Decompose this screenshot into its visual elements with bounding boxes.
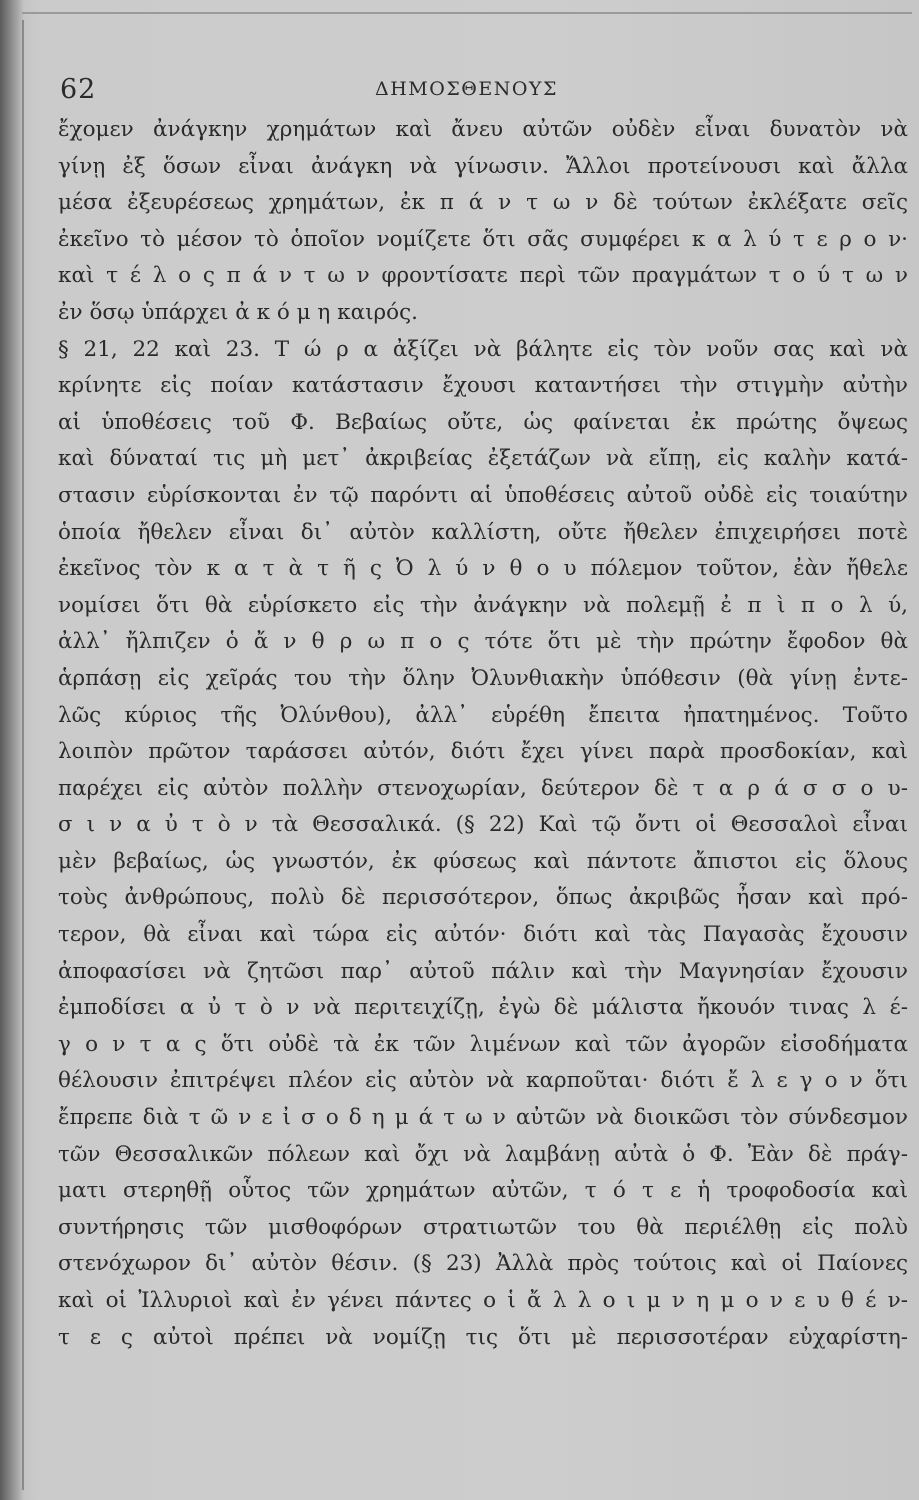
text-line: καὶ δύναταί τις μὴ μετ᾽ ἀκριβείας ἐξετάζων νὰ εἴπῃ, εἰς καλὴν κατά- xyxy=(58,446,908,472)
binding-shadow xyxy=(0,0,24,1500)
page-fold-line xyxy=(22,20,24,1490)
page-number: 62 xyxy=(60,74,97,105)
body-text xyxy=(58,112,908,1356)
text-line: ἀποφασίσει νὰ ζητῶσι παρ᾽ αὐτοῦ πάλιν καὶ τὴν Μαγνησίαν ἔχουσιν xyxy=(58,958,908,984)
text-line: καὶ οἱ Ἰλλυριοὶ καὶ ἐν γένει πάντες ο ἱ ἄ λ λ ο ι μ ν η μ ο ν ε υ θ έ ν- xyxy=(58,1288,908,1313)
text-line: τερον, θὰ εἶναι καὶ τώρα εἰς αὐτόν· διότι καὶ τὰς Παγασὰς ἔχουσιν xyxy=(58,922,908,948)
text-line: μέσα ἐξευρέσεως χρημάτων, ἐκ π ά ν τ ω ν δὲ τούτων ἐκλέξατε σεῖς xyxy=(58,190,908,216)
text-line: ματι στερηθῇ οὗτος τῶν χρημάτων αὐτῶν, τ ό τ ε ἡ τροφοδοσία καὶ xyxy=(58,1178,908,1204)
text-line: ὁποία ἤθελεν εἶναι δι᾽ αὐτὸν καλλίστη, οὔτε ἤθελεν ἐπιχειρήσει ποτὲ xyxy=(58,519,908,545)
text-line: στασιν εὑρίσκονται ἐν τῷ παρόντι αἱ ὑποθέσεις αὐτοῦ οὐδὲ εἰς τοιαύτην xyxy=(58,482,908,508)
text-line: τ ε ς αὐτοὶ πρέπει νὰ νομίζῃ τις ὅτι μὲ περισσοτέραν εὐχαρίστη- xyxy=(58,1324,908,1350)
text-line: καὶ τ έ λ ο ς π ά ν τ ω ν φροντίσατε περὶ τῶν πραγμάτων τ ο ύ τ ω ν xyxy=(58,263,908,289)
text-line: γίνῃ ἐξ ὅσων εἶναι ἀνάγκη νὰ γίνωσιν. Ἄλλοι προτείνουσι καὶ ἄλλα xyxy=(58,153,908,179)
text-line: αἱ ὑποθέσεις τοῦ Φ. Βεβαίως οὔτε, ὡς φαίνεται ἐκ πρώτης ὄψεως xyxy=(58,409,908,435)
text-line: γ ο ν τ α ς ὅτι οὐδὲ τὰ ἐκ τῶν λιμένων καὶ τῶν ἀγορῶν εἰσοδήματα xyxy=(58,1031,908,1057)
page-header xyxy=(0,68,919,108)
text-line: λῶς κύριος τῆς Ὀλύνθου), ἀλλ᾽ εὑρέθη ἔπειτα ἠπατημένος. Τοῦτο xyxy=(58,702,908,728)
text-line: ἀλλ᾽ ἤλπιζεν ὁ ἄ ν θ ρ ω π ο ς τότε ὅτι μὲ τὴν πρώτην ἔφοδον θὰ xyxy=(58,629,908,655)
text-line: στενόχωρον δι᾽ αὐτὸν θέσιν. (§ 23) Ἀλλὰ πρὸς τούτοις καὶ οἱ Παίονες xyxy=(58,1251,908,1277)
text-line: ἐμποδίσει α ὐ τ ὸ ν νὰ περιτειχίζῃ, ἐγὼ δὲ μάλιστα ἤκουόν τινας λ έ- xyxy=(58,995,908,1021)
text-line: ἔχομεν ἀνάγκην χρημάτων καὶ ἄνευ αὐτῶν οὐδὲν εἶναι δυνατὸν νὰ xyxy=(58,117,908,142)
text-line: ἐκεῖνος τὸν κ α τ ὰ τ ῆ ς Ὀ λ ύ ν θ ο υ πόλεμον τοῦτον, ἐὰν ἤθελε xyxy=(58,556,908,582)
text-line: τῶν Θεσσαλικῶν πόλεων καὶ ὄχι νὰ λαμβάνῃ αὐτὰ ὁ Φ. Ἐὰν δὲ πράγ- xyxy=(58,1141,908,1167)
text-line: συντήρησις τῶν μισθοφόρων στρατιωτῶν του θὰ περιέλθῃ εἰς πολὺ xyxy=(58,1214,908,1240)
text-line: τοὺς ἀνθρώπους, πολὺ δὲ περισσότερον, ὅπως ἀκριβῶς ἦσαν καὶ πρό- xyxy=(58,885,908,911)
text-line: κρίνητε εἰς ποίαν κατάστασιν ἔχουσι καταντήσει τὴν στιγμὴν αὐτὴν xyxy=(58,373,908,399)
text-line: παρέχει εἰς αὐτὸν πολλὴν στενοχωρίαν, δεύτερον δὲ τ α ρ ά σ σ ο υ- xyxy=(58,775,908,801)
running-head: ΔΗΜΟΣΘΕΝΟΥΣ xyxy=(375,78,558,100)
text-line: θέλουσιν ἐπιτρέψει πλέον εἰς αὐτὸν νὰ καρποῦται· διότι ἔ λ ε γ ο ν ὅτι xyxy=(58,1068,908,1094)
text-line: λοιπὸν πρῶτον ταράσσει αὐτόν, διότι ἔχει γίνει παρὰ προσδοκίαν, καὶ xyxy=(58,739,908,765)
text-line: ἐν ὅσῳ ὑπάρχει ἀ κ ό μ η καιρός. xyxy=(58,299,418,325)
text-line: ἁρπάσῃ εἰς χεῖράς του τὴν ὅλην Ὀλυνθιακὴν ὑπόθεσιν (θὰ γίνῃ ἐντε- xyxy=(58,665,908,691)
text-line: μὲν βεβαίως, ὡς γνωστόν, ἐκ φύσεως καὶ πάντοτε ἄπιστοι εἰς ὅλους xyxy=(58,848,908,874)
page-top-edge xyxy=(22,12,912,14)
text-line: ἔπρεπε διὰ τ ῶ ν ε ἰ σ ο δ η μ ά τ ω ν αὐτῶν νὰ διοικῶσι τὸν σύνδεσμον xyxy=(58,1105,908,1131)
text-line: § 21, 22 καὶ 23. Τ ώ ρ α ἀξίζει νὰ βάλητε εἰς τὸν νοῦν σας καὶ νὰ xyxy=(58,336,908,362)
text-line: σ ι ν α ὐ τ ὸ ν τὰ Θεσσαλικά. (§ 22) Καὶ τῷ ὄντι οἱ Θεσσαλοὶ εἶναι xyxy=(58,812,908,838)
text-line: ἐκεῖνο τὸ μέσον τὸ ὁποῖον νομίζετε ὅτι σᾶς συμφέρει κ α λ ύ τ ε ρ ο ν· xyxy=(58,226,908,252)
text-line: νομίσει ὅτι θὰ εὑρίσκετο εἰς τὴν ἀνάγκην νὰ πολεμῇ ἐ π ὶ π ο λ ύ, xyxy=(58,592,908,618)
